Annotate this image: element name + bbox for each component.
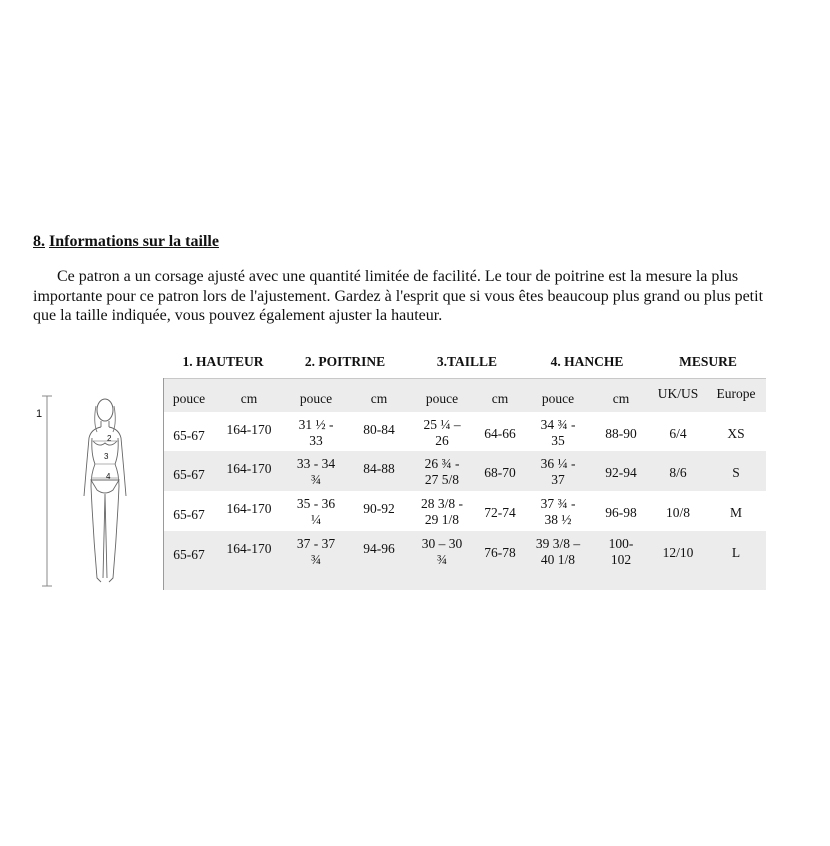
table-cell: 96-98: [605, 505, 637, 520]
table-row: [163, 531, 766, 590]
table-cell: 37 - 37 ¾: [296, 536, 336, 567]
table-cell: 65-67: [173, 428, 205, 443]
table-cell: 8/6: [669, 465, 687, 480]
table-cell: 164-170: [226, 422, 272, 437]
table-cell: 65-67: [173, 507, 205, 522]
height-marker-label: 1: [36, 408, 43, 420]
table-cell: 39 3/8 – 40 1/8: [535, 536, 581, 567]
table-row: [163, 451, 766, 491]
table-cell: 65-67: [173, 467, 205, 482]
table-top-border: [163, 378, 766, 379]
intro-text: Ce patron a un corsage ajusté avec une quantité limitée de facilité. Le tour de poitrine est la mesure la plus importante pour ce patron lors de l'ajustement. Gardez à l'esprit que si vous êtes beaucoup plus grand ou plus petit que la taille indiquée, vous pouvez également ajuster la hauteur.: [33, 268, 764, 324]
subheader-cell: Europe: [716, 386, 756, 401]
subheader-cell: cm: [491, 391, 509, 406]
table-row: [163, 412, 766, 451]
table-cell: 164-170: [226, 461, 272, 476]
header-hanche: 4. HANCHE: [550, 354, 624, 369]
table-cell: 88-90: [605, 426, 637, 441]
subheader-cell: pouce: [541, 391, 575, 406]
body-measurement-figure: [33, 392, 143, 592]
table-cell: 164-170: [226, 541, 272, 556]
subheader-cell: cm: [240, 391, 258, 406]
table-cell: 31 ½ - 33: [298, 417, 334, 448]
header-poitrine: 2. POITRINE: [304, 354, 386, 369]
subheader-cell: pouce: [425, 391, 459, 406]
table-cell: 34 ¾ - 35: [540, 417, 576, 448]
table-cell: 92-94: [605, 465, 637, 480]
table-cell: 30 – 30 ¾: [421, 536, 463, 567]
subheader-cell: cm: [370, 391, 388, 406]
section-number: 8.: [33, 233, 45, 250]
table-cell: 36 ¼ - 37: [540, 456, 576, 487]
table-row: [163, 491, 766, 531]
table-cell: 35 - 36 ¼: [296, 496, 336, 527]
table-cell: 94-96: [363, 541, 395, 556]
table-cell: 25 ¼ – 26: [423, 417, 461, 448]
header-mesure: MESURE: [679, 354, 737, 369]
subheader-cell: cm: [612, 391, 630, 406]
waist-marker-label: 3: [104, 452, 109, 461]
size-table: [163, 378, 766, 590]
table-cell: 12/10: [662, 545, 694, 560]
header-hauteur: 1. HAUTEUR: [182, 354, 264, 369]
table-cell: 72-74: [484, 505, 516, 520]
table-cell: 68-70: [484, 465, 516, 480]
table-cell: 65-67: [173, 547, 205, 562]
table-left-border: [163, 378, 164, 590]
table-cell: 64-66: [484, 426, 516, 441]
body-outline-icon: [33, 392, 143, 592]
table-cell: 80-84: [363, 422, 395, 437]
table-cell: 26 ¾ - 27 5/8: [424, 456, 460, 487]
section-heading: [33, 233, 219, 251]
subheader-cell: UK/US: [657, 386, 699, 401]
table-cell: 10/8: [665, 505, 690, 520]
table-cell: 28 3/8 - 29 1/8: [421, 496, 463, 527]
table-cell: 90-92: [363, 501, 395, 516]
table-cell: 37 ¾ - 38 ½: [540, 496, 576, 527]
section-title: Informations sur la taille: [49, 233, 219, 250]
table-cell: XS: [727, 426, 745, 441]
table-cell: 6/4: [669, 426, 687, 441]
header-taille: 3.TAILLE: [436, 354, 498, 369]
table-cell: 76-78: [484, 545, 516, 560]
subheader-cell: pouce: [172, 391, 206, 406]
table-cell: M: [729, 505, 742, 520]
table-cell: S: [732, 465, 740, 480]
table-cell: 84-88: [363, 461, 395, 476]
subheader-cell: pouce: [299, 391, 333, 406]
table-cell: 33 - 34 ¾: [296, 456, 336, 487]
table-cell: 164-170: [226, 501, 272, 516]
table-cell: 100- 102: [608, 536, 634, 567]
intro-paragraph: [33, 267, 768, 326]
table-cell: L: [731, 545, 741, 560]
table-subheader-row: [163, 378, 766, 412]
bust-marker-label: 2: [107, 434, 112, 443]
hip-marker-label: 4: [106, 472, 111, 481]
